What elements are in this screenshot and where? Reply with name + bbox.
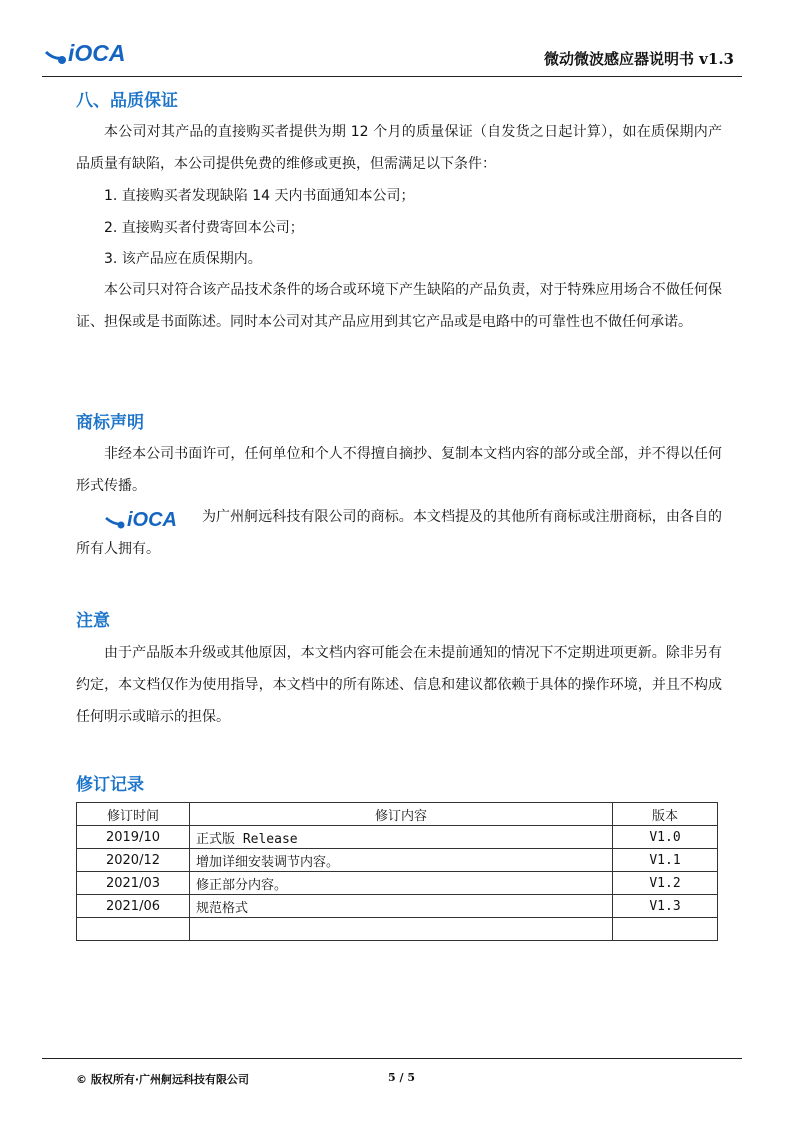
table-row	[77, 872, 718, 895]
footer-divider	[42, 1058, 742, 1059]
revision-content: 修正部分内容。	[190, 872, 613, 895]
revision-content: 正式版 Release	[190, 826, 613, 849]
col-date: 修订时间	[77, 803, 190, 826]
document-title: 微动微波感应器说明书 v1.3	[543, 50, 734, 68]
col-version: 版本	[613, 803, 718, 826]
footer-copyright: © 版权所有·广州舸远科技有限公司	[76, 1073, 250, 1086]
revision-date: 2019/10	[77, 826, 190, 849]
revision-date: 2020/12	[77, 849, 190, 872]
revision-version: V1.2	[613, 872, 718, 895]
notice-heading: 注意	[76, 611, 110, 631]
condition-1: 1. 直接购买者发现缺陷 14 天内书面通知本公司；	[104, 188, 415, 204]
quality-heading: 八、品质保证	[76, 91, 178, 111]
revision-version: V1.3	[613, 895, 718, 918]
page-header	[42, 38, 742, 77]
inline-logo-text: iOCA	[127, 509, 177, 531]
revision-version: V1.1	[613, 849, 718, 872]
quality-disclaimer: 本公司只对符合该产品技术条件的场合或环境下产生缺陷的产品负责，对于特殊应用场合不做任何保证、担保或是书面陈述。同时本公司对其产品应用到其它产品或是电路中的可靠性也不做任何承诺。	[76, 282, 722, 330]
revision-content: 增加详细安装调节内容。	[190, 849, 613, 872]
table-row	[77, 849, 718, 872]
revision-version: V1.0	[613, 826, 718, 849]
condition-2: 2. 直接购买者付费寄回本公司；	[104, 220, 304, 236]
ioca-inline-logo	[104, 506, 202, 532]
revision-version	[613, 918, 718, 941]
col-content: 修订内容	[190, 803, 613, 826]
page-number: 5 / 5	[388, 1071, 415, 1084]
revision-content: 规范格式	[190, 895, 613, 918]
logo-text: iOCA	[68, 40, 126, 66]
trademark-para2: 为广州舸远科技有限公司的商标。本文档提及的其他所有商标或注册商标，由各自的所有人拥有。	[76, 509, 722, 557]
table-row	[77, 895, 718, 918]
condition-3: 3. 该产品应在质保期内。	[104, 251, 262, 267]
notice-para: 由于产品版本升级或其他原因，本文档内容可能会在未提前通知的情况下不定期进项更新。除非另有约定，本文档仅作为使用指导，本文档中的所有陈述、信息和建议都依赖于具体的操作环境，并且不构成任何明示或暗示的担保。	[76, 645, 722, 725]
revision-date	[77, 918, 190, 941]
trademark-para1: 非经本公司书面许可，任何单位和个人不得擅自摘抄、复制本文档内容的部分或全部，并不得以任何形式传播。	[76, 446, 722, 494]
revision-table	[76, 802, 718, 941]
table-row	[77, 918, 718, 941]
revisions-heading: 修订记录	[76, 775, 144, 795]
revision-date: 2021/03	[77, 872, 190, 895]
revision-header-row	[77, 803, 718, 826]
trademark-heading: 商标声明	[76, 413, 144, 433]
revision-content	[190, 918, 613, 941]
table-row	[77, 826, 718, 849]
quality-intro: 本公司对其产品的直接购买者提供为期 12 个月的质量保证（自发货之日起计算），如在质保期内产品质量有缺陷，本公司提供免费的维修或更换，但需满足以下条件：	[76, 124, 722, 172]
ioca-logo	[42, 38, 152, 68]
revision-date: 2021/06	[77, 895, 190, 918]
